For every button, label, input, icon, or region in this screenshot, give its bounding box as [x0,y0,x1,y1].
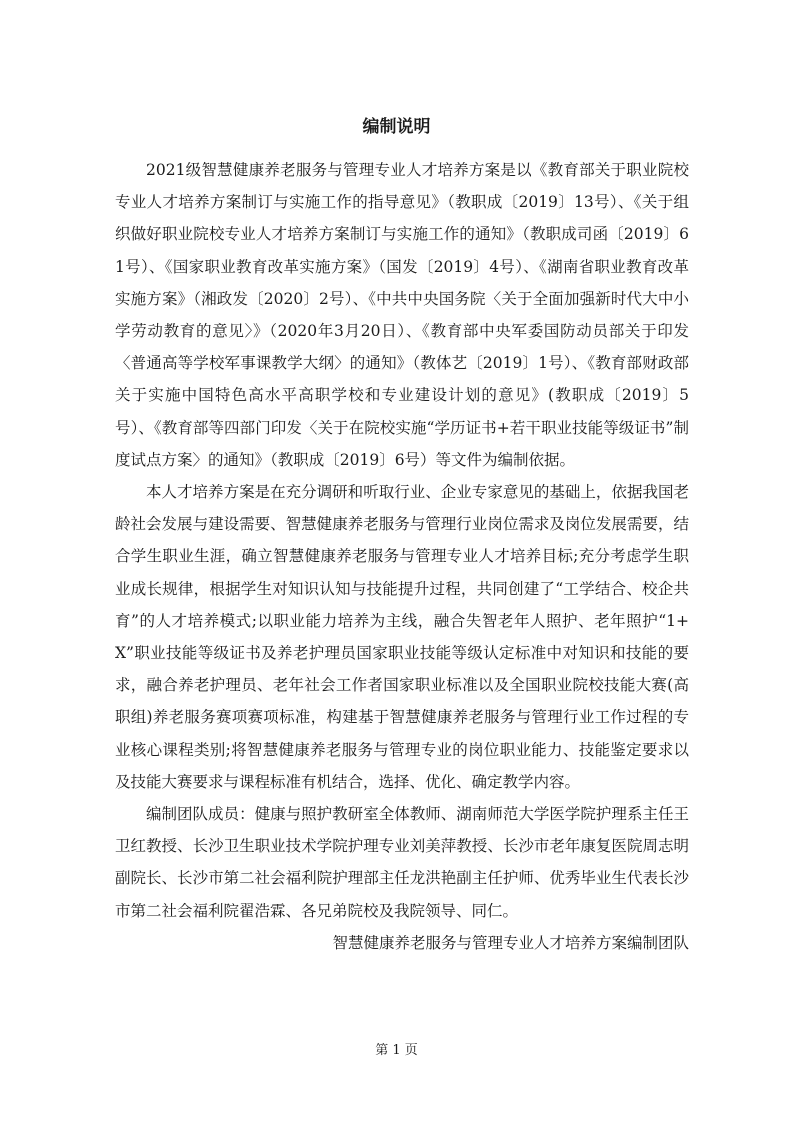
paragraph-approach: 本人才培养方案是在充分调研和听取行业、企业专家意见的基础上，依据我国老龄社会发展与建设需要、智慧健康养老服务与管理行业岗位需求及岗位发展需要，结合学生职业生涯，确立智慧健康养老服务与管理专业人才培养目标;充分考虑学生职业成长规律，根据学生对知识认知与技能提升过程，共同创建了“工学结合、校企共育”的人才培养模式;以职业能力培养为主线，融合失智老年人照护、老年照护“1+X”职业技能等级证书及养老护理员国家职业技能等级认定标准中对知识和技能的要求，融合养老护理员、老年社会工作者国家职业标准以及全国职业院校技能大赛(高职组)养老服务赛项赛项标准，构建基于智慧健康养老服务与管理行业工作过程的专业核心课程类别;将智慧健康养老服务与管理专业的岗位职业能力、技能鉴定要求以及技能大赛要求与课程标准有机结合，选择、优化、确定教学内容。 [115,483,689,791]
signature: 智慧健康养老服务与管理专业人才培养方案编制团队 [332,933,689,952]
paragraph-team: 编制团队成员：健康与照护教研室全体教师、湖南师范大学医学院护理系主任王卫红教授、长沙卫生职业技术学院护理专业刘美萍教授、长沙市老年康复医院周志明副院长、长沙市第二社会福利院护理部主任龙洪艳副主任护师、优秀毕业生代表长沙市第二社会福利院翟浩霖、各兄弟院校及我院领导、同仁。 [115,805,689,920]
document-body [115,154,689,959]
page-number: 第 1 页 [375,1043,418,1058]
page-title: 编制说明 [362,117,431,137]
paragraph-basis: 2021级智慧健康养老服务与管理专业人才培养方案是以《教育部关于职业院校专业人才培养方案制订与实施工作的指导意见》（教职成〔2019〕13号）、《关于组织做好职业院校专业人才培养方案制订与实施工作的通知》（教职成司函〔2019〕61号）、《国家职业教育改革实施方案》（国发〔2019〕4号）、《湖南省职业教育改革实施方案》（湘政发〔2020〕2号）、《中共中央国务院〈关于全面加强新时代大中小学劳动教育的意见〉》（2020年3月20日）、《教育部中央军委国防动员部关于印发〈普通高等学校军事课教学大纲〉的通知》（教体艺〔2019〕1号）、《教育部财政部关于实施中国特色高水平高职学校和专业建设计划的意见》(教职成〔2019〕5号）、《教育部等四部门印发〈关于在院校实施“学历证书+若干职业技能等级证书”制度试点方案〉的通知》（教职成〔2019〕6号）等文件为编制依据。 [115,161,689,469]
